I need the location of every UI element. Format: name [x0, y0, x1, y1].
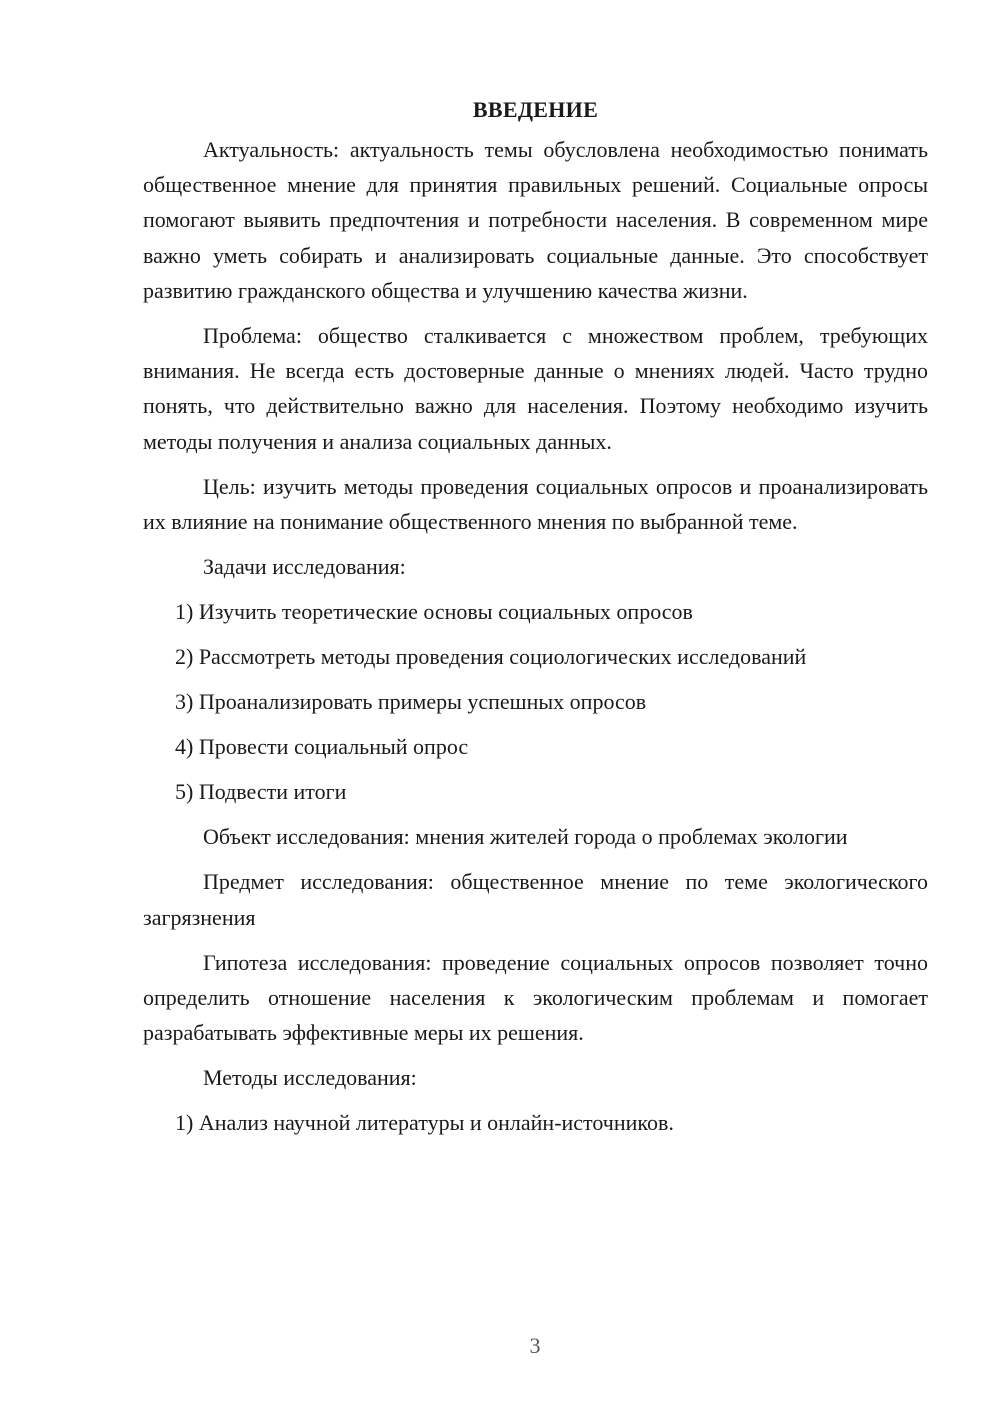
methods-heading: Методы исследования: [203, 1065, 417, 1091]
page-number: 3 [529, 1333, 541, 1358]
document-page [143, 92, 928, 1150]
relevance-paragraph: Актуальность: актуальность темы обусловлена необходимостью понимать общественное мнение для принятия правильных решений. Социальные опросы помогают выявить предпочтения и потребности населения. В современном мире важно уметь собирать и анализировать социальные данные. Это способствует развитию гражданского общества и улучшению качества жизни. [143, 137, 928, 303]
task-item-2: 2) Рассмотреть методы проведения социологических исследований [175, 644, 807, 670]
method-item-1: 1) Анализ научной литературы и онлайн-источников. [175, 1110, 674, 1136]
problem-paragraph: Проблема: общество сталкивается с множеством проблем, требующих внимания. Не всегда есть достоверные данные о мнениях людей. Часто трудно понять, что действительно важно для населения. Поэтому необходимо изучить методы получения и анализа социальных данных. [143, 323, 928, 454]
object-paragraph: Объект исследования: мнения жителей города о проблемах экологии [203, 824, 848, 850]
task-item-5: 5) Подвести итоги [175, 779, 347, 805]
task-item-1: 1) Изучить теоретические основы социальных опросов [175, 599, 693, 625]
task-item-3: 3) Проанализировать примеры успешных опросов [175, 689, 647, 715]
section-title: ВВЕДЕНИЕ [472, 97, 599, 122]
tasks-heading: Задачи исследования: [203, 554, 406, 580]
task-item-4: 4) Провести социальный опрос [175, 734, 469, 760]
subject-paragraph: Предмет исследования: общественное мнение по теме экологического загрязнения [143, 869, 928, 930]
hypothesis-paragraph: Гипотеза исследования: проведение социальных опросов позволяет точно определить отношение населения к экологическим проблемам и помогает разрабатывать эффективные меры их решения. [143, 949, 928, 1046]
goal-paragraph: Цель: изучить методы проведения социальных опросов и проанализировать их влияние на понимание общественного мнения по выбранной теме. [143, 473, 928, 535]
